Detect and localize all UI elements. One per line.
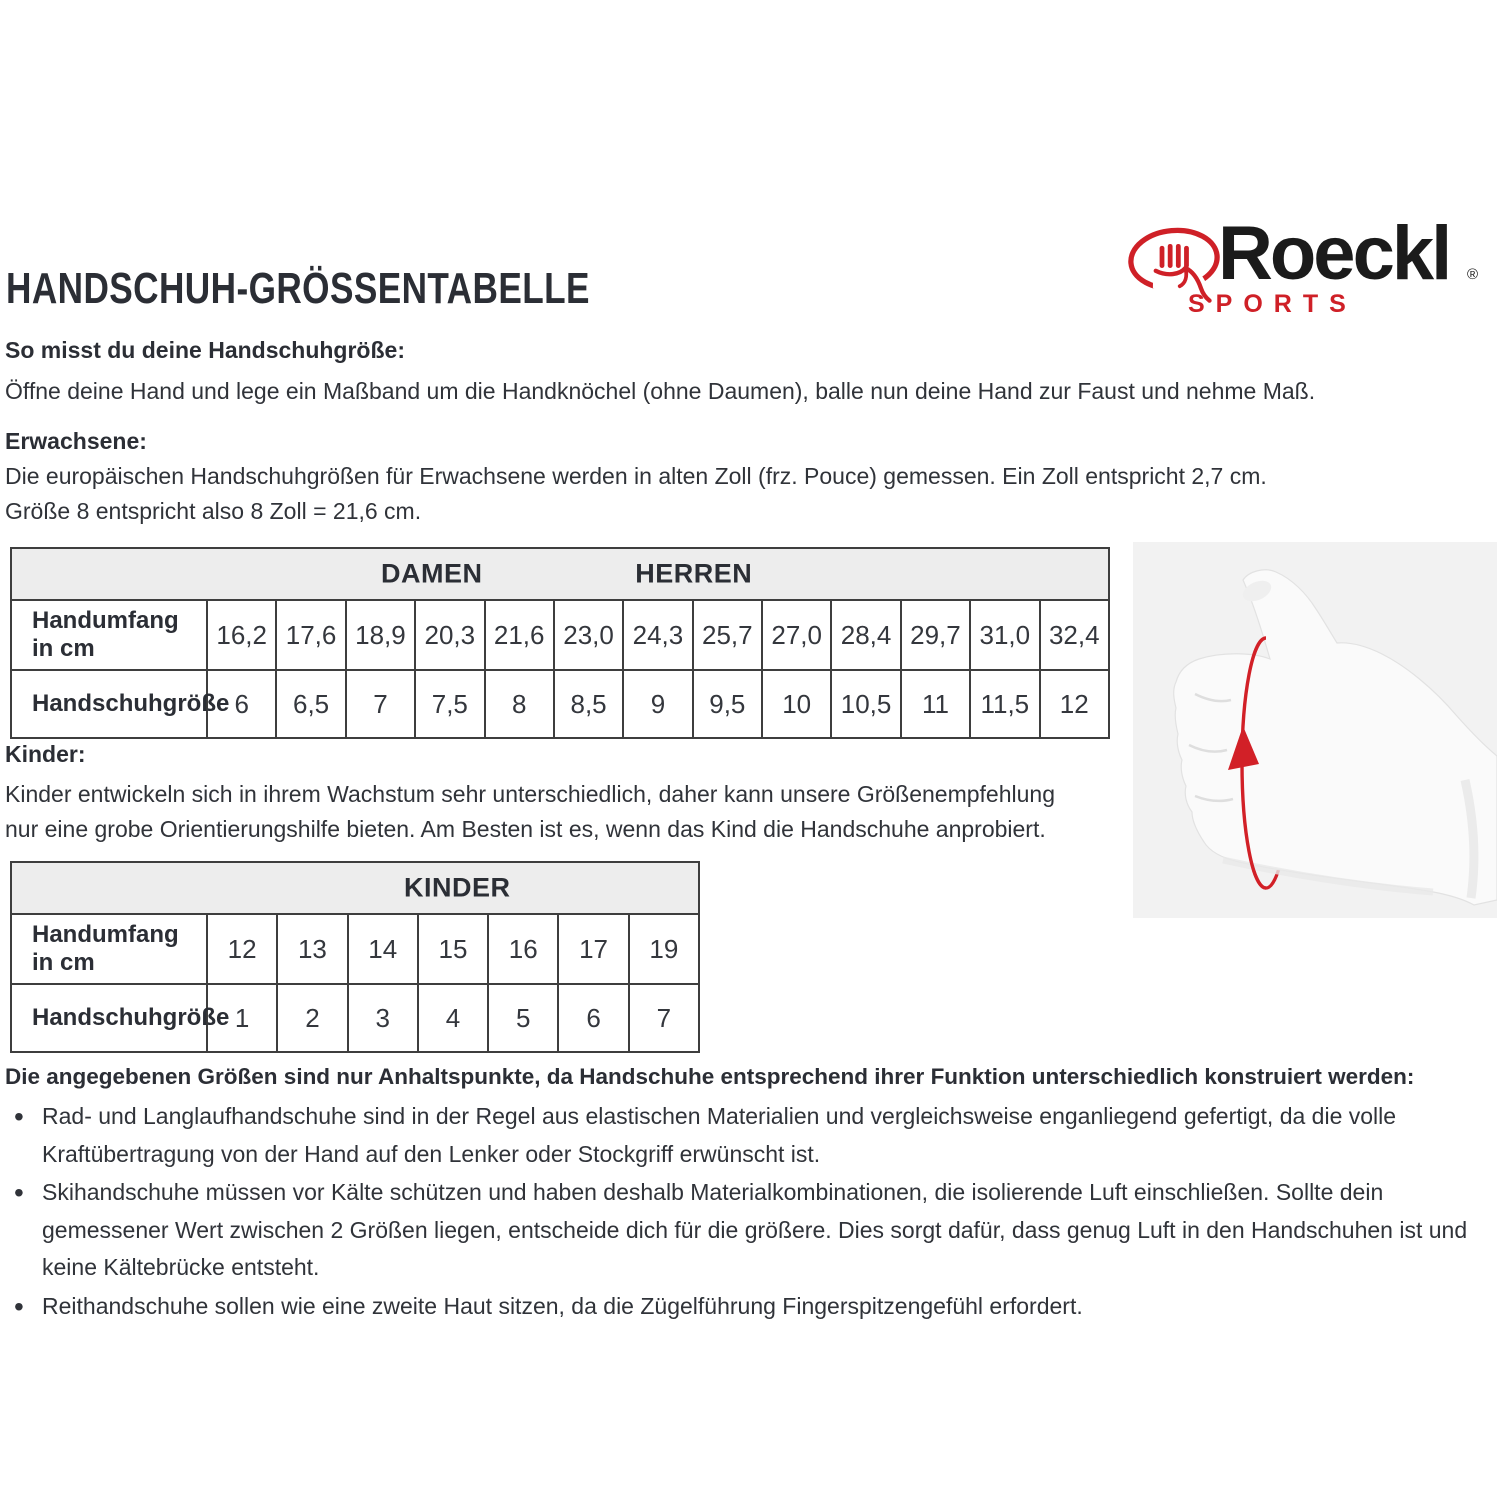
glove-size-cell: 9,5 [693,670,762,738]
adults-heading: Erwachsene: [5,428,147,454]
glove-size-cell: 7 [346,670,415,738]
circumference-cell: 28,4 [831,600,900,670]
circumference-cell: 27,0 [762,600,831,670]
glove-size-row-label: Handschuhgröße [11,984,207,1052]
kids-heading: Kinder: [5,741,86,767]
registered-mark: ® [1467,266,1479,283]
adult-size-table [10,547,1110,739]
page-title: HANDSCHUH-GRÖSSENTABELLE [6,264,590,313]
glove-size-cell: 4 [418,984,488,1052]
adult-glove-size-row [11,670,1109,738]
glove-size-cell: 12 [1040,670,1110,738]
glove-size-cell: 9 [623,670,692,738]
glove-size-cell: 10,5 [831,670,900,738]
circumference-cell: 20,3 [415,600,484,670]
kids-table-group-cell [11,862,699,914]
adult-circumference-row [11,600,1109,670]
row-label-line1: Handumfang [32,607,179,634]
circumference-cell: 12 [207,914,277,984]
circumference-cell: 31,0 [970,600,1039,670]
circumference-row-label [11,600,207,670]
intro-heading: So misst du deine Handschuhgröße: [5,337,405,363]
kids-table-group-row [11,862,699,914]
circumference-cell: 32,4 [1040,600,1110,670]
glove-size-cell: 11 [901,670,970,738]
glove-size-cell: 7,5 [415,670,484,738]
notes-list [8,1098,1470,1326]
glove-size-cell: 2 [277,984,347,1052]
row-label-line2: in cm [32,635,95,662]
circumference-cell: 16,2 [207,600,276,670]
kids-text: Kinder entwickeln sich in ihrem Wachstum sehr unterschiedlich, daher kann unsere Größenempfehlung nur eine grobe Orientierungshilfe bieten. Am Besten ist es, wenn das Kind die Handschuhe anprobiert. [5,781,1056,842]
circumference-cell: 15 [418,914,488,984]
row-label-line2: in cm [32,949,95,976]
circumference-cell: 18,9 [346,600,415,670]
circumference-cell: 19 [629,914,699,984]
kids-glove-size-row [11,984,699,1052]
glove-size-cell: 5 [488,984,558,1052]
circumference-cell: 25,7 [693,600,762,670]
row-label-line1: Handumfang [32,921,179,948]
brand-name: Roeckl [1218,211,1450,296]
glove-size-row-label: Handschuhgröße [11,670,207,738]
glove-size-cell: 8,5 [554,670,623,738]
glove-size-cell: 11,5 [970,670,1039,738]
circumference-cell: 24,3 [623,600,692,670]
herren-group-label: HERREN [635,558,753,589]
glove-size-cell: 6 [207,670,276,738]
circumference-cell: 13 [277,914,347,984]
kinder-group-label: KINDER [403,872,511,903]
glove-size-cell: 10 [762,670,831,738]
glove-size-cell: 3 [348,984,418,1052]
circumference-cell: 17,6 [276,600,345,670]
glove-size-cell: 6 [558,984,628,1052]
intro-text: Öffne deine Hand und lege ein Maßband um die Handknöchel (ohne Daumen), balle nun deine Hand zur Faust und nehme Maß. [5,378,1316,404]
roeckl-logo [1126,211,1496,324]
damen-group-label: DAMEN [381,558,483,589]
adults-text-line2: Größe 8 entspricht also 8 Zoll = 21,6 cm. [5,498,422,524]
kids-size-table [10,861,700,1053]
circumference-cell: 16 [488,914,558,984]
circumference-cell: 14 [348,914,418,984]
circumference-row-label [11,914,207,984]
glove-size-cell: 8 [485,670,554,738]
adults-text-line1: Die europäischen Handschuhgrößen für Erwachsene werden in alten Zoll (frz. Pouce) gemessen. Ein Zoll entspricht 2,7 cm. [5,463,1267,489]
kids-circumference-row [11,914,699,984]
glove-size-cell: 1 [207,984,277,1052]
glove-size-cell: 7 [629,984,699,1052]
adult-table-group-row [11,548,1109,600]
note-bullet: • Rad- und Langlaufhandschuhe sind in der Regel aus elastischen Materialien und vergleichsweise enganliegend gefertigt, da die volle Kraftübertragung von der Hand auf den Lenker oder Stockgriff erwünscht ist. [8,1098,1470,1173]
brand-sub-name: SPORTS [1188,290,1357,318]
hand-measurement-image [1133,542,1497,918]
circumference-cell: 23,0 [554,600,623,670]
circumference-cell: 21,6 [485,600,554,670]
circumference-cell: 17 [558,914,628,984]
note-bullet: • Reithandschuhe sollen wie eine zweite Haut sitzen, da die Zügelführung Fingerspitzengefühl erfordert. [8,1288,1470,1326]
circumference-cell: 29,7 [901,600,970,670]
adult-table-group-cell [11,548,1109,600]
glove-size-cell: 6,5 [276,670,345,738]
note-bullet: • Skihandschuhe müssen vor Kälte schützen und haben deshalb Materialkombinationen, die isolierende Luft einschließen. Sollte dein gemessener Wert zwischen 2 Größen liegen, entscheide dich für die größere. Dies sorgt dafür, dass genug Luft in den Handschuhen ist und keine Kältebrücke entsteht. [8,1174,1470,1287]
note-heading: Die angegebenen Größen sind nur Anhaltspunkte, da Handschuhe entsprechend ihrer Funktion unterschiedlich konstruiert werden: [5,1064,1415,1089]
